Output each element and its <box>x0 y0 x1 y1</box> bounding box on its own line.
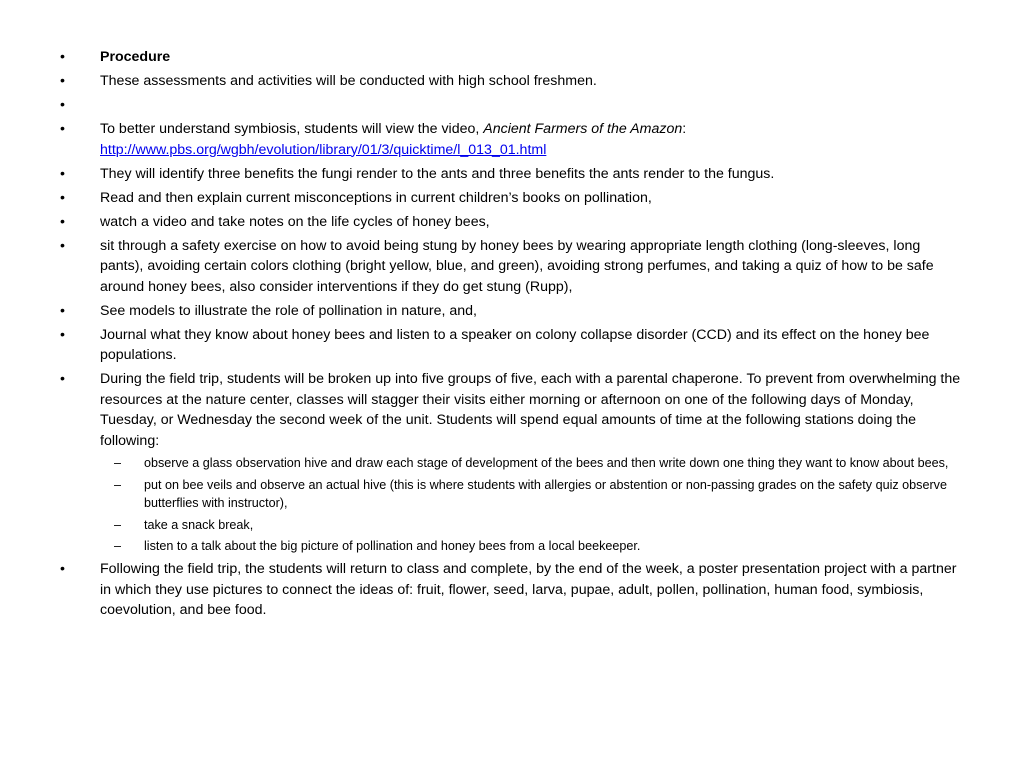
sub-list-item <box>114 537 962 556</box>
sub-item-text: observe a glass observation hive and draw each stage of development of the bees and then write down one thing they want to know about bees, <box>144 456 949 470</box>
dash-glyph: – <box>114 456 122 470</box>
sub-item-text: put on bee veils and observe an actual hive (this is where students with allergies or abstention or non-passing grades on the safety quiz observe butterflies with instructor), <box>144 477 947 511</box>
bullet-item <box>0 236 1024 298</box>
bullet-item <box>0 212 1024 233</box>
bullet-text: See models to illustrate the role of pollination in nature, and, <box>100 302 477 319</box>
video-title: Ancient Farmers of the Amazon <box>483 121 683 137</box>
dash-glyph: – <box>114 477 122 492</box>
bullet-glyph: • <box>60 561 65 578</box>
video-link[interactable]: http://www.pbs.org/wgbh/evolution/library/01/3/quicktime/l_013_01.html <box>100 141 547 158</box>
bullet-text: Journal what they know about honey bees and listen to a speaker on colony collapse disorder (CCD) and its effect on the honey bee populations. <box>100 326 930 363</box>
bullet-glyph: • <box>60 97 65 113</box>
bullet-glyph: • <box>60 213 65 230</box>
bullet-glyph: • <box>60 49 65 65</box>
sub-list-item <box>114 516 962 535</box>
bullet-item <box>0 559 1024 621</box>
section-heading: Procedure <box>100 49 171 65</box>
bullet-item <box>0 164 1024 185</box>
bullet-glyph: • <box>60 326 65 343</box>
sub-item-text: listen to a talk about the big picture of pollination and honey bees from a local beekeeper. <box>144 539 641 554</box>
bullet-text: They will identify three benefits the fungi render to the ants and three benefits the ants render to the fungus. <box>100 165 775 182</box>
bullet-glyph: • <box>60 371 65 387</box>
procedure-bullet-list <box>0 47 1024 624</box>
bullet-text: These assessments and activities will be conducted with high school freshmen. <box>100 73 597 89</box>
dash-glyph: – <box>114 517 122 532</box>
bullet-item-empty <box>0 95 1024 116</box>
bullet-glyph: • <box>60 165 65 182</box>
sub-list-item <box>114 454 962 473</box>
bullet-item <box>0 325 1024 366</box>
bullet-glyph: • <box>60 302 65 319</box>
bullet-text: sit through a safety exercise on how to avoid being stung by honey bees by wearing appropriate length clothing (long-sleeves, long pants), avoiding certain colors clothing (bright yellow, blue, and green), avoiding strong perfumes, and taking a quiz of how to be safe around honey bees, also consider interventions if they do get stung (Rupp), <box>100 237 934 295</box>
bullet-text: watch a video and take notes on the life cycles of honey bees, <box>100 213 490 230</box>
bullet-item-field-trip <box>0 369 1024 556</box>
sub-item-text: take a snack break, <box>144 517 254 532</box>
bullet-text-colon: : <box>682 121 687 137</box>
bullet-glyph: • <box>60 73 65 89</box>
bullet-text: During the field trip, students will be broken up into five groups of five, each with a parental chaperone. To prevent from overwhelming the resources at the nature center, classes will stagger their visits either morning or afternoon on one of the following days of Monday, Tuesday, or Wednesday the second week of the unit. Students will spend equal amounts of time at the following stations doing the following: <box>100 371 961 449</box>
station-sub-list <box>100 454 962 556</box>
bullet-item-video <box>0 119 1024 160</box>
bullet-item <box>0 301 1024 322</box>
bullet-glyph: • <box>60 121 65 137</box>
bullet-item <box>0 188 1024 209</box>
bullet-text: To better understand symbiosis, students will view the video, <box>100 121 484 137</box>
sub-list-item <box>114 476 962 513</box>
bullet-glyph: • <box>60 237 65 254</box>
dash-glyph: – <box>114 539 122 554</box>
bullet-text: Read and then explain current misconceptions in current children’s books on pollination, <box>100 189 652 206</box>
bullet-procedure-heading <box>0 47 1024 68</box>
bullet-text: Following the field trip, the students will return to class and complete, by the end of the week, a poster presentation project with a partner in which they use pictures to connect the ideas of: fruit, flower, seed, larva, pupae, adult, pollen, pollination, human food, symbiosis, coevolution, and bee food. <box>100 561 957 619</box>
bullet-glyph: • <box>60 189 65 206</box>
bullet-item <box>0 71 1024 92</box>
